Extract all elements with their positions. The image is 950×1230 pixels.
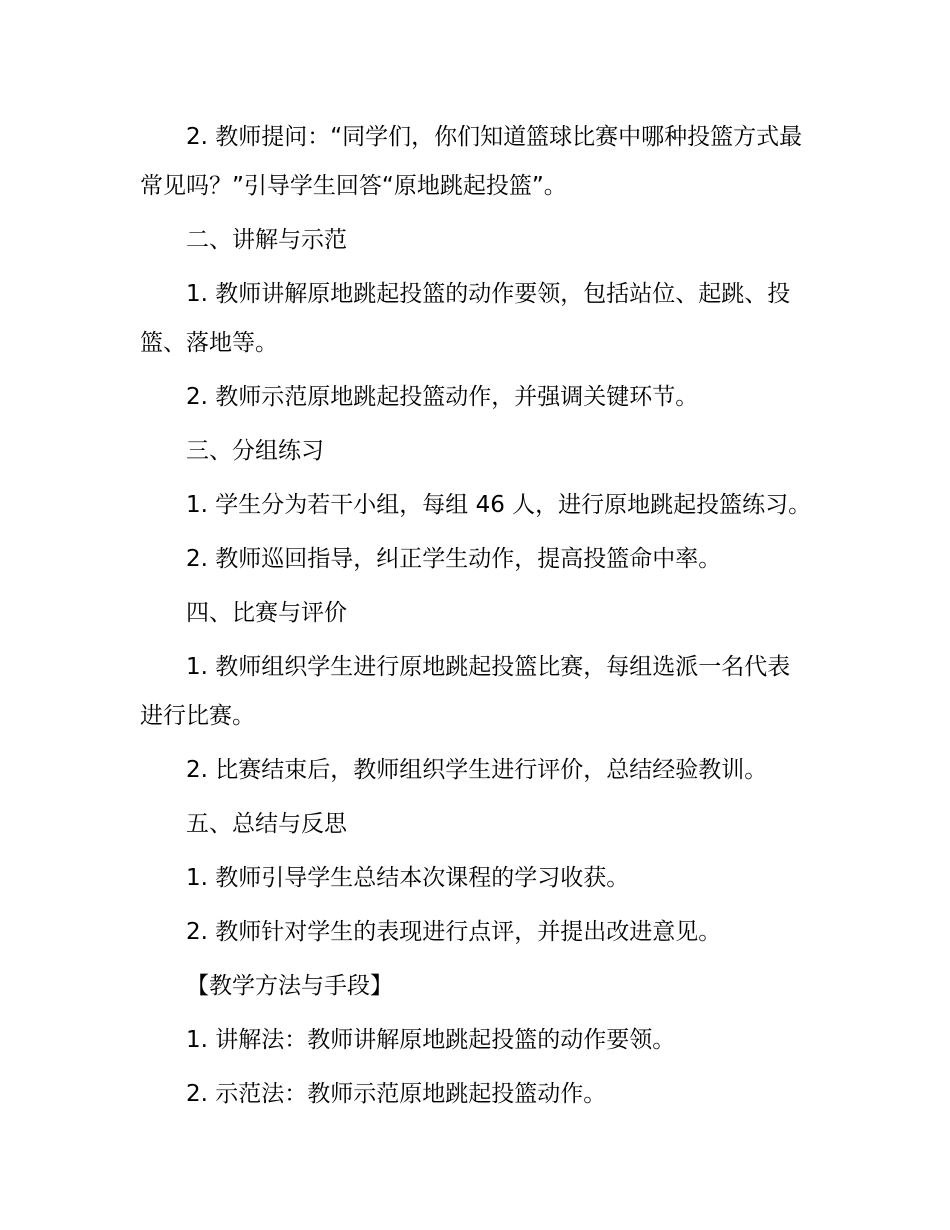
paragraph-question: 2. 教师提问：“同学们，你们知道篮球比赛中哪种投篮方式最常见吗？”引导学生回答“原地跳起投篮”。: [140, 124, 803, 199]
section-heading-summary: 五、总结与反思: [186, 811, 347, 837]
paragraph-guidance: 2. 教师巡回指导，纠正学生动作，提高投篮命中率。: [186, 546, 722, 572]
paragraph-demo: 2. 教师示范原地跳起投篮动作，并强调关键环节。: [186, 384, 699, 410]
section-heading-explain-demo: 二、讲解与示范: [186, 227, 347, 253]
paragraph-feedback: 2. 教师针对学生的表现进行点评，并提出改进意见。: [186, 919, 722, 945]
document-page: [140, 113, 812, 1124]
paragraph-method-demo: 2. 示范法：教师示范原地跳起投篮动作。: [186, 1081, 607, 1107]
paragraph-summary: 1. 教师引导学生总结本次课程的学习收获。: [186, 865, 630, 891]
paragraph-evaluation: 2. 比赛结束后，教师组织学生进行评价，总结经验教训。: [186, 757, 768, 783]
section-heading-competition: 四、比赛与评价: [186, 600, 347, 626]
section-heading-group-practice: 三、分组练习: [186, 438, 324, 464]
section-heading-methods: 【教学方法与手段】: [186, 973, 393, 999]
paragraph-explain: 1. 教师讲解原地跳起投篮的动作要领，包括站位、起跳、投篮、落地等。: [140, 281, 791, 356]
paragraph-competition: 1. 教师组织学生进行原地跳起投篮比赛，每组选派一名代表进行比赛。: [140, 654, 791, 729]
paragraph-groups: 1. 学生分为若干小组，每组 46 人，进行原地跳起投篮练习。: [186, 492, 812, 518]
paragraph-method-explain: 1. 讲解法：教师讲解原地跳起投篮的动作要领。: [186, 1027, 676, 1053]
